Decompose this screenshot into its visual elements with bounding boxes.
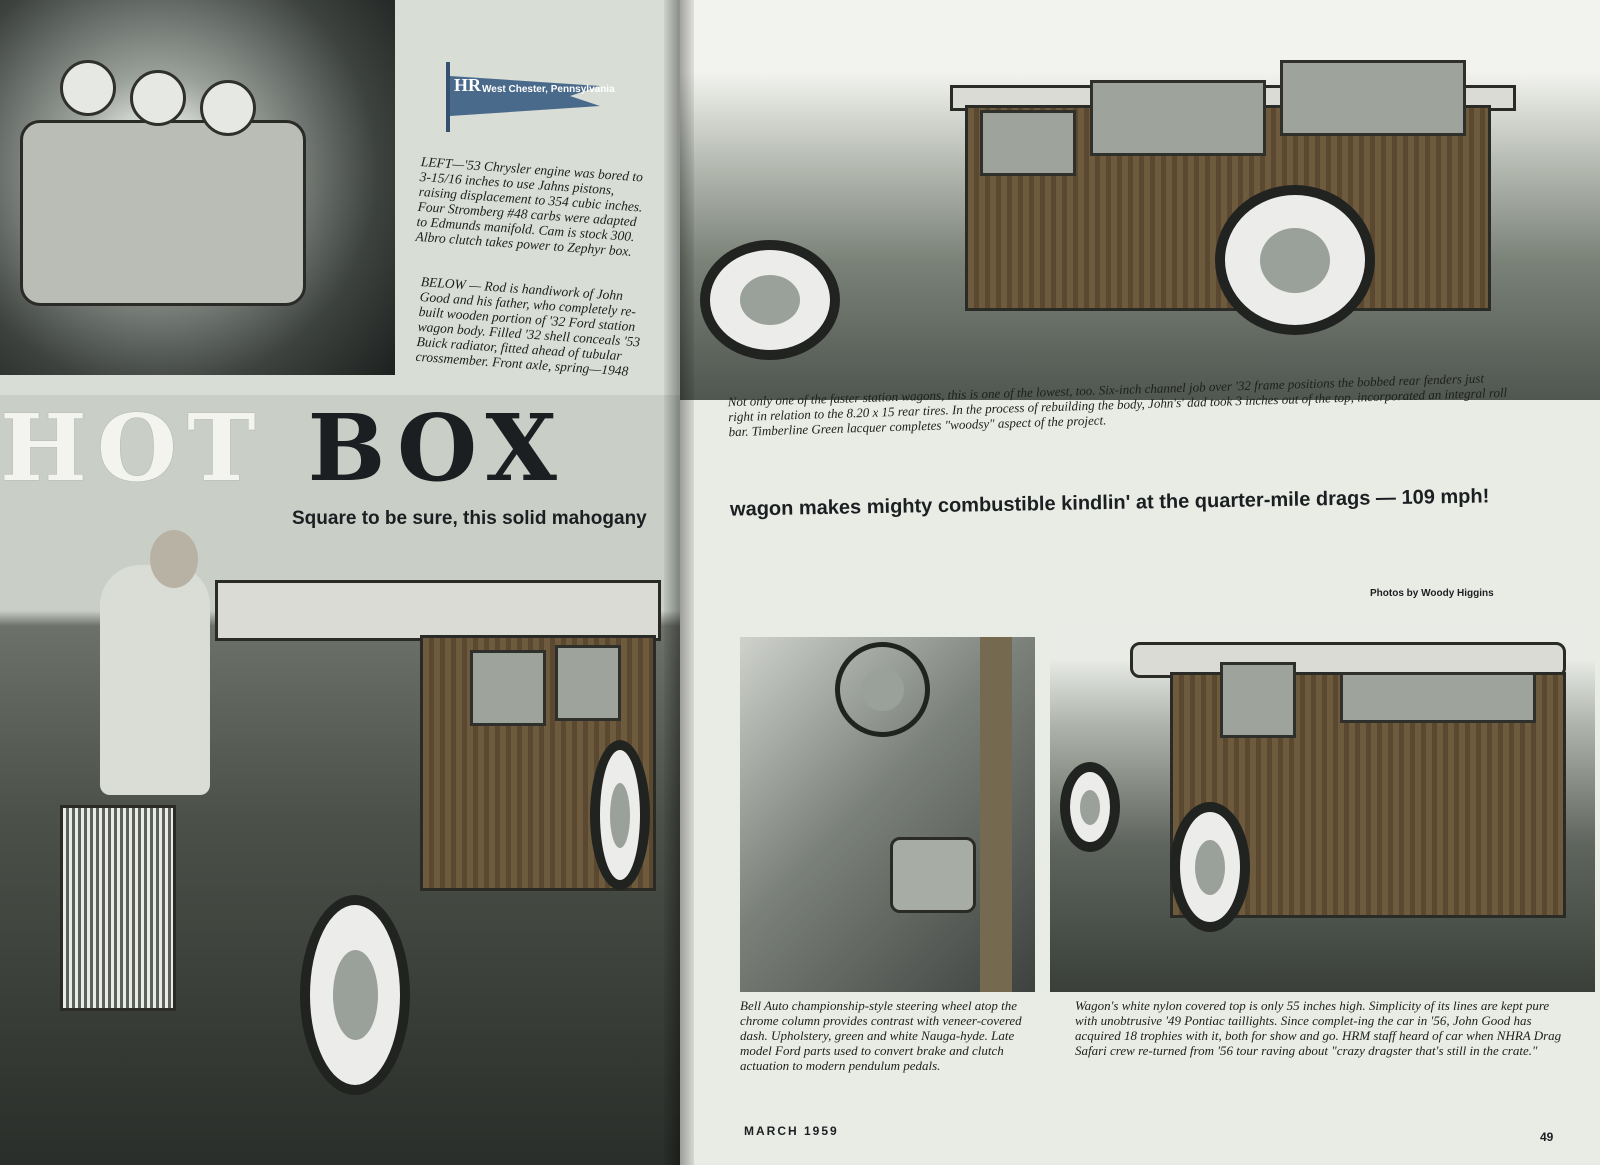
engine-caption: LEFT—'53 Chrysler engine was bored to 3-15/16 inches to use Jahns pistons, raising displacement to 354 cubic inches. Four Stromberg #48 carbs were adapted to Edmunds manifold. Cam is stock 300. Albro clutch takes power to Zephyr box.	[415, 154, 644, 259]
interior-caption: Bell Auto championship-style steering wheel atop the chrome column provides contrast with veneer-covered dash. Upholstery, green and white Nauga-hyde. Late model Ford parts used to convert brake and clutch actuation to modern pendulum pedals.	[740, 998, 1022, 1073]
side-window-shape	[1220, 662, 1296, 738]
side-window-shape	[1090, 80, 1266, 156]
engine-block-shape	[20, 120, 306, 306]
binding-gutter	[664, 0, 694, 1165]
rear-wheel-shape	[590, 740, 650, 890]
front-wheel-shape	[1060, 762, 1120, 852]
logo-initials: HR	[454, 75, 481, 95]
headline-word-hot: HOT	[0, 394, 266, 502]
side-window-shape	[470, 650, 546, 726]
subhead-left: Square to be sure, this solid mahogany	[292, 508, 647, 529]
pennant-pole	[446, 62, 450, 132]
person-shape	[100, 565, 210, 795]
front-wheel-shape	[700, 240, 840, 360]
seat-shape	[890, 837, 976, 913]
rear-photo	[1050, 622, 1595, 992]
headline-word-box: BOX	[307, 394, 567, 502]
carburetor-shape	[60, 60, 116, 116]
door-pillar-shape	[980, 637, 1012, 992]
rear-window-shape	[1340, 672, 1536, 723]
steering-wheel-shape	[835, 642, 930, 737]
issue-date: MARCH 1959	[744, 1124, 839, 1138]
subhead-right: wagon makes mighty combustible kindlin' at the quarter-mile drags — 109 mph!	[729, 485, 1490, 521]
hrm-pennant-logo	[446, 62, 616, 132]
wagon-roof-shape	[215, 580, 661, 641]
front-wheel-shape	[300, 895, 410, 1095]
headline	[0, 394, 567, 502]
wagon-side-photo	[680, 0, 1600, 400]
side-window-shape	[980, 110, 1076, 176]
side-view-caption: Not only one of the faster station wagons, this is one of the lowest, too. Six-inch channel job over '32 frame positions the bobbed rear fenders just right in relation to the 8.20 x 15 rear tires. In the process of rebuilding the body, John's' dad took 3 inches out of the top, incorporated an integral roll bar. Timberline Green lacquer completes "woodsy" aspect of the project.	[727, 370, 1508, 440]
engine-photo	[0, 0, 395, 375]
rear-wheel-shape	[1170, 802, 1250, 932]
carburetor-shape	[130, 70, 186, 126]
person-head-shape	[150, 530, 198, 588]
side-window-shape	[555, 645, 621, 721]
rear-caption: Wagon's white nylon covered top is only 55 inches high. Simplicity of its lines are kept pure with unobtrusive '49 Pontiac taillights. Since complet-ing the car in '56, John Good has acquired 18 trophies with it, both for show and go. HRM staff heard of car when NHRA Drag Safari crew re-turned from '56 tour raving about "crazy dragster that's still in the crate."	[1075, 998, 1562, 1058]
below-caption: BELOW — Rod is handiwork of John Good and his father, who completely re-built wooden portion of '32 Ford station wagon body. Filled '32 shell conceals '53 Buick radiator, fitted ahead of tubular crossmember. Front axle, spring—1948	[415, 274, 641, 379]
rear-wheel-shape	[1215, 185, 1375, 335]
grille-shape	[60, 805, 176, 1011]
photo-credit: Photos by Woody Higgins	[1370, 588, 1494, 599]
interior-photo	[740, 637, 1035, 992]
carburetor-shape	[200, 80, 256, 136]
logo-location: West Chester, Pennsylvania	[482, 84, 615, 95]
side-window-shape	[1280, 60, 1466, 136]
page-number: 49	[1540, 1130, 1554, 1144]
